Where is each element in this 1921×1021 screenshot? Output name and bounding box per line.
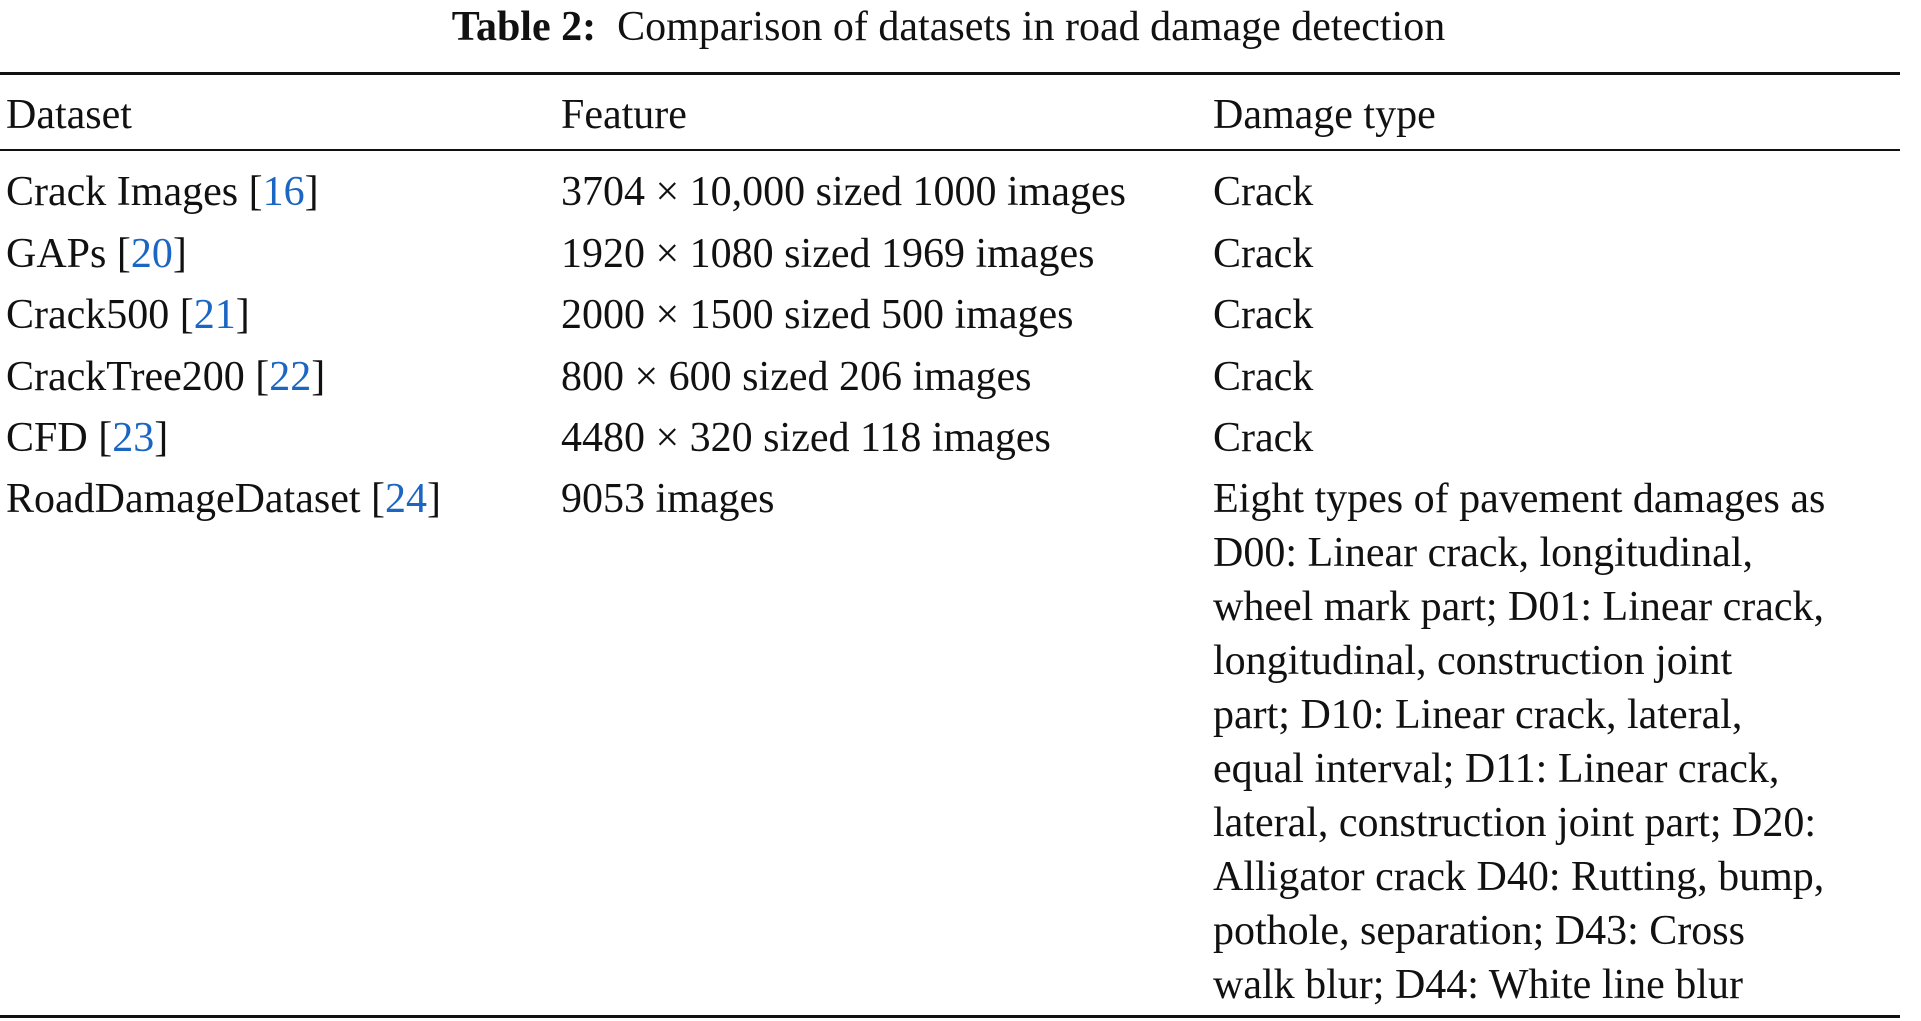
header-dataset: Dataset xyxy=(6,92,132,138)
reference-link[interactable]: 24 xyxy=(385,476,428,522)
dataset-name: CFD xyxy=(6,415,88,461)
caption-label: Table 2: xyxy=(451,4,597,50)
dataset-cell: CFD [23] xyxy=(6,415,169,461)
dataset-name: GAPs xyxy=(6,231,107,277)
damage-type-line: longitudinal, construction joint xyxy=(1213,638,1733,684)
caption-text: Comparison of datasets in road damage detection xyxy=(617,4,1446,50)
table-caption xyxy=(0,6,1897,48)
dataset-name: Crack Images xyxy=(6,169,239,215)
damage-type-line: equal interval; D11: Linear crack, xyxy=(1213,746,1780,792)
header-rule xyxy=(0,149,1900,151)
top-rule xyxy=(0,72,1900,75)
dataset-cell: CrackTree200 [22] xyxy=(6,354,326,400)
damage-type-line: Alligator crack D40: Rutting, bump, xyxy=(1213,854,1825,900)
damage-type-line: Crack xyxy=(1213,354,1314,400)
dataset-name: CrackTree200 xyxy=(6,354,245,400)
damage-type-line: Crack xyxy=(1213,292,1314,338)
reference-link[interactable]: 20 xyxy=(130,231,173,277)
reference-link[interactable]: 21 xyxy=(193,292,236,338)
damage-type-line: Eight types of pavement damages as xyxy=(1213,476,1826,522)
feature-cell: 800 × 600 sized 206 images xyxy=(561,354,1032,400)
damage-type-line: lateral, construction joint part; D20: xyxy=(1213,800,1817,846)
reference-link[interactable]: 22 xyxy=(269,354,312,400)
dataset-name: RoadDamageDataset xyxy=(6,476,361,522)
feature-cell: 4480 × 320 sized 118 images xyxy=(561,415,1051,461)
dataset-name: Crack500 xyxy=(6,292,170,338)
damage-type-line: walk blur; D44: White line blur xyxy=(1213,962,1743,1008)
header-feature: Feature xyxy=(561,92,687,138)
bottom-rule xyxy=(0,1015,1900,1018)
dataset-cell: GAPs [20] xyxy=(6,231,187,277)
feature-cell: 2000 × 1500 sized 500 images xyxy=(561,292,1074,338)
damage-type-line: Crack xyxy=(1213,231,1314,277)
feature-cell: 9053 images xyxy=(561,476,775,522)
dataset-cell: Crack500 [21] xyxy=(6,292,250,338)
damage-type-line: Crack xyxy=(1213,415,1314,461)
reference-link[interactable]: 16 xyxy=(262,169,305,215)
damage-type-line: pothole, separation; D43: Cross xyxy=(1213,908,1745,954)
header-damage-type: Damage type xyxy=(1213,92,1436,138)
damage-type-line: part; D10: Linear crack, lateral, xyxy=(1213,692,1743,738)
feature-cell: 1920 × 1080 sized 1969 images xyxy=(561,231,1095,277)
feature-cell: 3704 × 10,000 sized 1000 images xyxy=(561,169,1126,215)
damage-type-line: D00: Linear crack, longitudinal, xyxy=(1213,530,1753,576)
damage-type-line: Crack xyxy=(1213,169,1314,215)
reference-link[interactable]: 23 xyxy=(112,415,155,461)
dataset-cell: Crack Images [16] xyxy=(6,169,319,215)
dataset-cell: RoadDamageDataset [24] xyxy=(6,476,442,522)
damage-type-line: wheel mark part; D01: Linear crack, xyxy=(1213,584,1825,630)
